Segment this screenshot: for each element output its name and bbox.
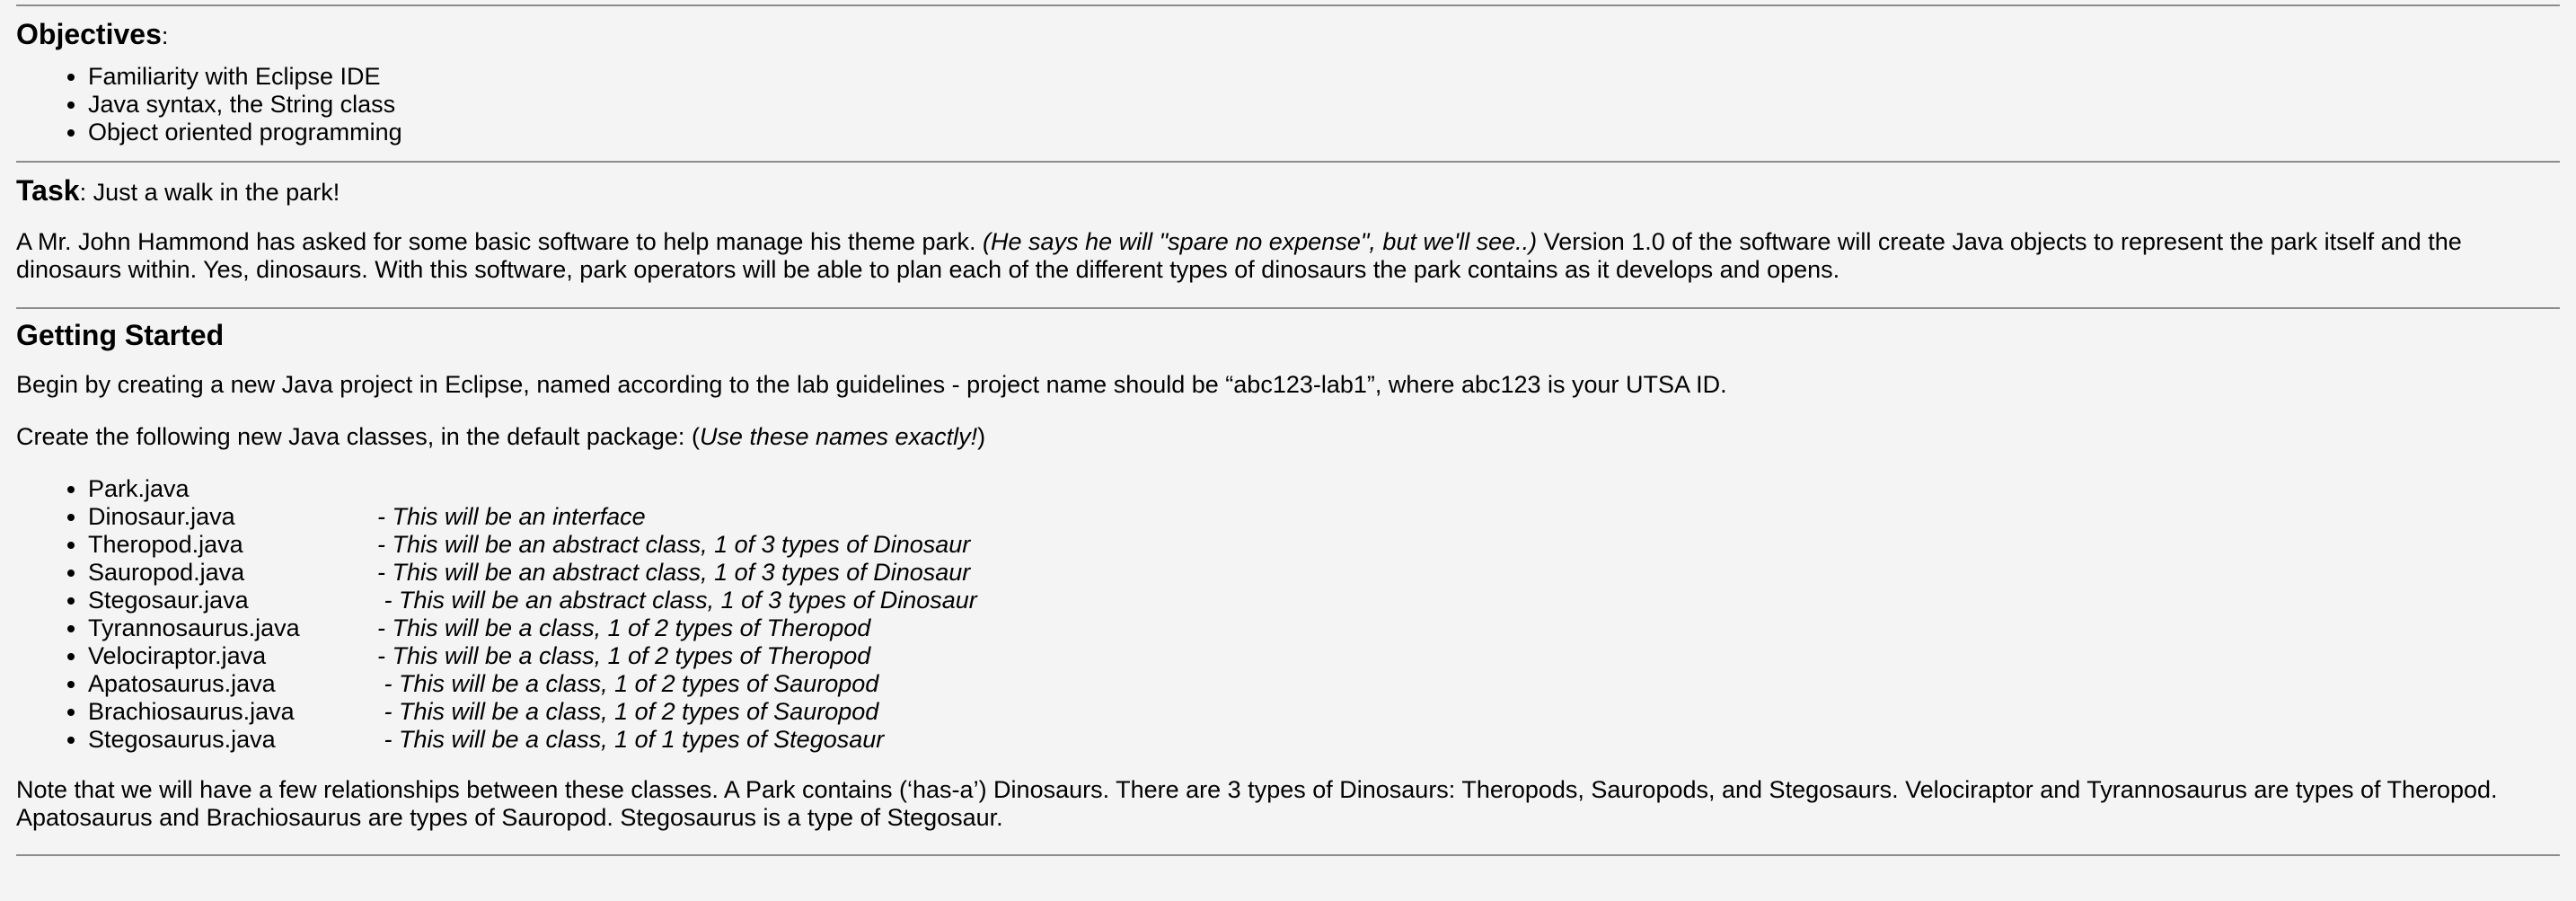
list-item — [88, 503, 2560, 531]
class-name: Apatosaurus.java — [88, 670, 276, 697]
class-name: Stegosaurus.java — [88, 726, 276, 753]
getting-started-heading: Getting Started — [16, 319, 225, 351]
task-header — [16, 174, 2560, 207]
class-description: - This will be an abstract class, 1 of 3 types of Dinosaur — [377, 559, 971, 586]
list-item — [88, 614, 2560, 642]
list-item: • Familiarity with Eclipse IDE — [88, 63, 2560, 91]
document-body — [0, 4, 2576, 856]
list-item — [88, 726, 2560, 754]
class-name: Dinosaur.java — [88, 503, 235, 530]
class-name: Theropod.java — [88, 531, 243, 558]
class-description: - This will be a class, 1 of 2 types of Sauropod — [377, 670, 879, 697]
class-name: Brachiosaurus.java — [88, 698, 295, 725]
objectives-header — [16, 18, 2560, 50]
task-subtitle: : Just a walk in the park! — [79, 179, 340, 206]
class-description: - This will be a class, 1 of 2 types of Theropod — [377, 614, 871, 641]
task-italic-text: (He says he will "spare no expense", but we'll see..) — [983, 228, 1538, 255]
list-item — [88, 670, 2560, 698]
task-text: A Mr. John Hammond has asked for some basic software to help manage his theme park. — [16, 228, 984, 255]
list-item — [88, 642, 2560, 670]
class-description: - This will be a class, 1 of 2 types of Theropod — [377, 642, 871, 669]
class-description: - This will be a class, 1 of 1 types of Stegosaur — [377, 726, 885, 753]
relationships-note: Note that we will have a few relationships between these classes. A Park contains (‘has-a’) Dinosaurs. There are 3 types of Dinosaurs: Theropods, Sauropods, and Stegosaurs. Velociraptor and Tyrannosaurus are types of Theropod. Apatosaurus and Brachiosaurus are types of Sauropod. Stegosaurus is a type of Stegosaur. — [16, 776, 2498, 831]
class-name: Stegosaur.java — [88, 587, 249, 614]
class-description: - This will be an interface — [377, 503, 646, 530]
list-item — [88, 475, 2560, 503]
objectives-heading: Objectives — [16, 18, 162, 50]
list-item — [88, 531, 2560, 559]
class-name: Tyrannosaurus.java — [88, 614, 300, 641]
document-page — [0, 4, 2576, 901]
objectives-colon: : — [161, 22, 169, 49]
class-name: Velociraptor.java — [88, 642, 267, 669]
class-description: - This will be an abstract class, 1 of 3 types of Dinosaur — [377, 531, 971, 558]
class-name: Park.java — [88, 475, 190, 502]
getting-started-paragraph: Begin by creating a new Java project in Eclipse, named according to the lab guidelines - project name should be “abc123-lab1”, where abc123 is your UTSA ID. — [16, 371, 1727, 398]
list-item: • Java syntax, the String class — [88, 91, 2560, 119]
list-item — [88, 587, 2560, 614]
list-item — [88, 698, 2560, 726]
divider — [16, 307, 2560, 309]
divider — [16, 161, 2560, 163]
objectives-list — [16, 63, 2560, 146]
class-description: - This will be a class, 1 of 2 types of Sauropod — [377, 698, 879, 725]
list-item — [88, 559, 2560, 587]
class-description: - This will be an abstract class, 1 of 3 types of Dinosaur — [377, 587, 977, 614]
task-paragraph — [16, 228, 2560, 284]
task-text-end: Version 1.0 of the software will create Java objects to represent the park itself and the dinosaurs within. Yes, dinosaurs. With this software, park operators will be able to plan each of the different types of dinosaurs the park contains as it develops and opens. — [16, 228, 2462, 283]
classes-intro-paragraph — [16, 423, 2560, 451]
class-name: Sauropod.java — [88, 559, 245, 586]
classes-intro-text: Create the following new Java classes, in the default package: ( — [16, 423, 700, 450]
classes-intro-italic: Use these names exactly! — [699, 423, 978, 450]
divider — [16, 4, 2560, 6]
list-item: • Object oriented programming — [88, 119, 2560, 146]
class-list — [16, 475, 2560, 754]
divider — [16, 854, 2560, 856]
task-heading: Task — [16, 174, 80, 207]
classes-intro-close: ) — [977, 423, 986, 450]
